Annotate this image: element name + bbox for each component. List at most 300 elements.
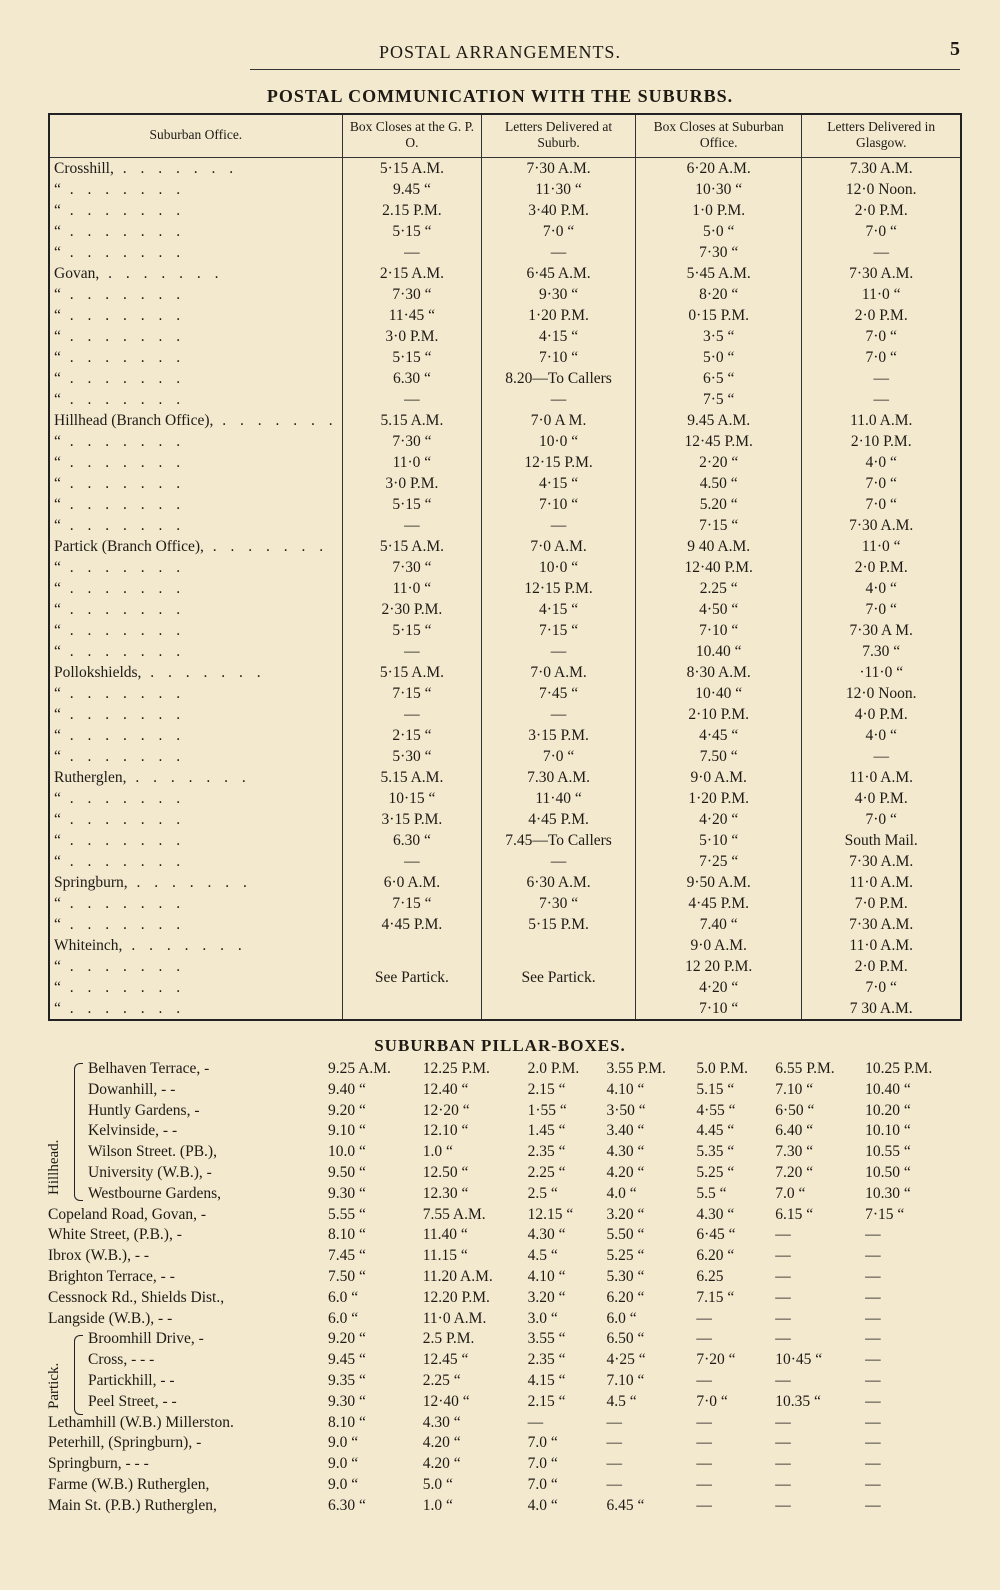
collection-time: 7.55 A.M. [422, 1205, 486, 1223]
office-name: “ [54, 181, 61, 198]
column-header: Box Closes at Suburban Office. [635, 114, 801, 158]
collection-time: 4.20 “ [422, 1455, 461, 1473]
time-cell: 5·10 “ [635, 830, 801, 851]
table-row [49, 431, 961, 452]
time-cell: 8·20 “ [635, 284, 801, 305]
collection-time: 1.45 “ [527, 1122, 566, 1140]
time-cell: 4·20 “ [635, 977, 801, 998]
collection-time: — [865, 1413, 881, 1431]
office-name: Whiteinch, [54, 937, 123, 954]
office-name: “ [54, 685, 61, 702]
time-cell: 7·15 “ [342, 683, 482, 704]
collection-time: — [775, 1455, 791, 1473]
table-row [49, 788, 961, 809]
collection-time: 12.25 P.M. [422, 1060, 490, 1077]
time-cell: 12·15 P.M. [482, 452, 636, 473]
time-cell: 4·45 P.M. [342, 914, 482, 935]
time-cell: — [802, 389, 961, 410]
suburban-office-cell [49, 221, 342, 242]
collection-time: 9.50 “ [328, 1163, 366, 1181]
time-cell: 6·5 “ [635, 368, 801, 389]
collection-time: 9.0 “ [328, 1475, 359, 1493]
time-cell: 7·5 “ [635, 389, 801, 410]
time-cell: 7·30 “ [635, 242, 801, 263]
time-cell: 7·30 A.M. [802, 851, 961, 872]
collection-time: — [775, 1267, 791, 1285]
time-cell: 7·45 “ [482, 683, 636, 704]
leader-dots: . . . . . . . [60, 601, 186, 618]
time-cell: 12·0 Noon. [802, 683, 961, 704]
office-name: “ [54, 895, 61, 912]
time-cell: 10·40 “ [635, 683, 801, 704]
time-cell: 2.15 P.M. [342, 200, 482, 221]
suburban-office-cell [49, 935, 342, 956]
time-cell: 7·0 A M. [482, 410, 636, 431]
time-cell: 7·10 “ [482, 347, 636, 368]
suburban-office-cell [49, 179, 342, 200]
collection-time: — [775, 1309, 791, 1327]
collection-time: — [865, 1434, 881, 1452]
suburban-office-cell [49, 158, 342, 180]
time-cell: 5·15 A.M. [342, 662, 482, 683]
collection-time: — [865, 1288, 881, 1306]
office-name: Springburn, [54, 874, 128, 891]
time-cell: — [482, 851, 636, 872]
collection-time: — [606, 1475, 622, 1493]
leader-dots: . . . . . . . [60, 748, 186, 765]
pillar-row [44, 1121, 964, 1142]
collection-time: 10.40 “ [865, 1080, 911, 1098]
time-cell: 7·0 “ [802, 221, 961, 242]
collection-time: 9.0 “ [328, 1455, 359, 1473]
pillar-row [44, 1101, 964, 1122]
collection-time: 7.50 “ [328, 1267, 366, 1285]
leader-dots: . . . . . . . [60, 895, 186, 912]
table-row [49, 872, 961, 893]
time-cell: — [482, 515, 636, 536]
collection-time: 5.25 “ [696, 1163, 735, 1181]
office-name: “ [54, 454, 61, 471]
collection-time: — [696, 1309, 712, 1327]
pillar-row [44, 1225, 964, 1246]
time-cell: 10·0 “ [482, 557, 636, 578]
table-row [49, 368, 961, 389]
time-cell: 4·15 “ [482, 599, 636, 620]
pillar-row [44, 1059, 964, 1080]
suburban-office-cell [49, 263, 342, 284]
collection-time: 2.5 “ [527, 1184, 558, 1202]
office-name: Rutherglen, [54, 769, 127, 786]
table-row [49, 620, 961, 641]
time-cell: 11·0 “ [802, 536, 961, 557]
see-partick-cell: See Partick. [342, 935, 482, 1020]
collection-time: — [775, 1226, 791, 1244]
collection-time: — [775, 1413, 791, 1431]
collection-time: — [696, 1413, 712, 1431]
collection-time: 6.0 “ [328, 1309, 359, 1327]
office-name: “ [54, 1000, 61, 1017]
time-cell: — [342, 704, 482, 725]
office-name: “ [54, 790, 61, 807]
time-cell: 5·15 A.M. [342, 536, 482, 557]
time-cell: 6·20 A.M. [635, 158, 801, 180]
leader-dots: . . . . . . . [60, 811, 186, 828]
table-row [49, 242, 961, 263]
time-cell: 10.40 “ [635, 641, 801, 662]
collection-time: 6.0 “ [606, 1309, 637, 1327]
time-cell: 5·0 “ [635, 221, 801, 242]
pillar-row [44, 1080, 964, 1101]
leader-dots: . . . . . . . [60, 559, 186, 576]
leader-dots: . . . . . . . [60, 832, 186, 849]
time-cell: 7·0 “ [802, 494, 961, 515]
collection-time: 9.25 A.M. [328, 1060, 391, 1077]
time-cell: 7·10 “ [635, 998, 801, 1020]
time-cell: 12·45 P.M. [635, 431, 801, 452]
leader-dots: . . . . . . . [60, 370, 186, 387]
collection-time: 10.30 “ [865, 1184, 911, 1202]
suburban-office-cell [49, 809, 342, 830]
table-row [49, 704, 961, 725]
collection-time: 4.5 “ [527, 1247, 558, 1265]
time-cell: 7·30 “ [342, 284, 482, 305]
collection-time: 2.0 P.M. [527, 1060, 580, 1077]
suburban-office-cell [49, 431, 342, 452]
time-cell: 3·0 P.M. [342, 326, 482, 347]
header-rule [250, 69, 960, 70]
office-name: “ [54, 622, 61, 639]
leader-dots: . . . . . . . [122, 937, 247, 954]
collection-time: 4.30 “ [527, 1226, 566, 1244]
time-cell: 9.45 A.M. [635, 410, 801, 431]
table-row [49, 389, 961, 410]
collection-time: 5.15 “ [696, 1080, 735, 1098]
suburban-office-cell [49, 641, 342, 662]
time-cell: 5·15 P.M. [482, 914, 636, 935]
leader-dots: . . . . . . . [60, 643, 186, 660]
collection-time: — [775, 1475, 791, 1493]
collection-time: — [696, 1475, 712, 1493]
time-cell: 7·0 “ [802, 326, 961, 347]
collection-time: 7.0 “ [527, 1434, 558, 1452]
collection-time: 7.10 “ [606, 1371, 645, 1389]
collection-time: 7.45 “ [328, 1247, 366, 1265]
suburban-office-cell [49, 368, 342, 389]
table-row [49, 851, 961, 872]
collection-time: 5.50 “ [606, 1226, 645, 1244]
time-cell: 11·0 A.M. [802, 935, 961, 956]
collection-time: — [865, 1371, 881, 1389]
leader-dots: . . . . . . . [113, 160, 239, 177]
time-cell: — [482, 389, 636, 410]
table-row [49, 641, 961, 662]
time-cell: 8·30 A.M. [635, 662, 801, 683]
leader-dots: . . . . . . . [60, 622, 186, 639]
leader-dots: . . . . . . . [60, 475, 186, 492]
time-cell: 9·30 “ [482, 284, 636, 305]
table-row [49, 263, 961, 284]
suburban-office-cell [49, 284, 342, 305]
table-row [49, 221, 961, 242]
collection-time: 6.20 “ [606, 1288, 645, 1306]
collection-time: 2.35 “ [527, 1351, 566, 1369]
office-name: “ [54, 349, 61, 366]
time-cell: 7.30 “ [802, 641, 961, 662]
collection-time: — [696, 1371, 712, 1389]
table-row [49, 326, 961, 347]
suburban-office-cell [49, 746, 342, 767]
leader-dots: . . . . . . . [60, 307, 186, 324]
collection-time: 10.55 “ [865, 1143, 911, 1161]
time-cell: 7.40 “ [635, 914, 801, 935]
time-cell: — [482, 242, 636, 263]
time-cell: 4·15 “ [482, 326, 636, 347]
leader-dots: . . . . . . . [60, 979, 186, 996]
collection-time: — [696, 1496, 712, 1514]
time-cell: 10·0 “ [482, 431, 636, 452]
pillar-location: Wilson Street. (PB.), [88, 1143, 217, 1161]
table-row [49, 935, 961, 956]
office-name: “ [54, 832, 61, 849]
leader-dots: . . . . . . . [127, 874, 252, 891]
suburban-office-cell [49, 389, 342, 410]
suburban-office-cell [49, 767, 342, 788]
time-cell: 2·10 P.M. [802, 431, 961, 452]
pillar-location: Main St. (P.B.) Rutherglen, [48, 1496, 217, 1514]
collection-time: — [775, 1371, 791, 1389]
time-cell: 4·45 “ [635, 725, 801, 746]
time-cell: 7 30 A.M. [802, 998, 961, 1020]
office-name: Govan, [54, 265, 100, 282]
time-cell: 7·15 “ [342, 893, 482, 914]
collection-time: 4.30 “ [422, 1413, 461, 1431]
time-cell: 11·0 “ [802, 284, 961, 305]
time-cell: 3·5 “ [635, 326, 801, 347]
collection-time: 4.45 “ [696, 1122, 735, 1140]
office-name: “ [54, 916, 61, 933]
time-cell: 1·20 P.M. [482, 305, 636, 326]
collection-time: 6.15 “ [775, 1205, 814, 1223]
collection-time: 9.45 “ [328, 1351, 366, 1369]
time-cell: 4·0 P.M. [802, 788, 961, 809]
time-cell: 7·10 “ [482, 494, 636, 515]
collection-time: 7.0 “ [527, 1475, 558, 1493]
leader-dots: . . . . . . . [60, 727, 186, 744]
office-name: Hillhead (Branch Office), [54, 412, 214, 429]
time-cell: 7·0 “ [802, 809, 961, 830]
leader-dots: . . . . . . . [60, 244, 186, 261]
time-cell: 7·30 “ [342, 431, 482, 452]
office-name: “ [54, 643, 61, 660]
collection-time: — [865, 1455, 881, 1473]
time-cell: 12·40 P.M. [635, 557, 801, 578]
time-cell: 11·0 “ [342, 452, 482, 473]
table-row [49, 725, 961, 746]
collection-time: 11.40 “ [422, 1226, 468, 1244]
collection-time: 4.30 “ [606, 1143, 645, 1161]
collection-time: 6.30 “ [328, 1496, 366, 1514]
collection-time: 6.20 “ [696, 1247, 735, 1265]
collection-time: 1.0 “ [422, 1496, 453, 1514]
table-header-row [49, 114, 961, 158]
table-row [49, 662, 961, 683]
time-cell: 2.25 “ [635, 578, 801, 599]
group-bracket-hillhead [74, 1063, 83, 1201]
suburban-office-cell [49, 494, 342, 515]
suburban-office-cell [49, 662, 342, 683]
collection-time: 10.50 “ [865, 1163, 911, 1181]
pillar-row [44, 1205, 964, 1226]
time-cell: 4·45 P.M. [482, 809, 636, 830]
office-name: “ [54, 979, 61, 996]
time-cell: — [342, 515, 482, 536]
group-label-partick: Partick. [46, 1362, 62, 1409]
suburban-office-cell [49, 473, 342, 494]
time-cell: 7·15 “ [482, 620, 636, 641]
office-name: “ [54, 223, 61, 240]
office-name: “ [54, 853, 61, 870]
pillar-location: Cessnock Rd., Shields Dist., [48, 1288, 225, 1306]
time-cell: 5.15 A.M. [342, 767, 482, 788]
suburban-office-cell [49, 830, 342, 851]
collection-time: 4.0 “ [606, 1184, 637, 1202]
time-cell: 4·0 P.M. [802, 704, 961, 725]
office-name: “ [54, 328, 61, 345]
collection-time: 4.20 “ [606, 1163, 645, 1181]
suburbs-communication-table [48, 113, 962, 1021]
pillar-location: Partickhill, - - [88, 1371, 175, 1389]
table-row [49, 347, 961, 368]
pillar-row [44, 1433, 964, 1454]
collection-time: 10.25 P.M. [865, 1060, 933, 1077]
collection-time: — [865, 1247, 881, 1265]
collection-time: — [775, 1330, 791, 1348]
office-name: “ [54, 601, 61, 618]
collection-time: 3.20 “ [527, 1288, 566, 1306]
time-cell: 3·40 P.M. [482, 200, 636, 221]
time-cell: 12·0 Noon. [802, 179, 961, 200]
collection-time: 4.30 “ [696, 1205, 735, 1223]
time-cell: 6·0 A.M. [342, 872, 482, 893]
suburban-office-cell [49, 599, 342, 620]
collection-time: 7.0 “ [775, 1184, 806, 1202]
pillar-row [44, 1184, 964, 1205]
suburban-office-cell [49, 725, 342, 746]
time-cell: 11·0 “ [342, 578, 482, 599]
time-cell: — [342, 242, 482, 263]
time-cell: 1·20 P.M. [635, 788, 801, 809]
collection-time: 10.10 “ [865, 1122, 911, 1140]
table-row [49, 494, 961, 515]
time-cell: South Mail. [802, 830, 961, 851]
office-name: “ [54, 286, 61, 303]
office-name: “ [54, 727, 61, 744]
pillar-location: Lethamhill (W.B.) Millerston. [48, 1413, 234, 1431]
collection-time: 2.25 “ [527, 1163, 566, 1181]
collection-time: 2.15 “ [527, 1080, 566, 1098]
pillar-row [44, 1288, 964, 1309]
suburban-office-cell [49, 200, 342, 221]
collection-time: 12.10 “ [422, 1122, 469, 1140]
time-cell: 7.30 A.M. [482, 767, 636, 788]
time-cell: 7·25 “ [635, 851, 801, 872]
suburban-office-cell [49, 452, 342, 473]
table-row [49, 179, 961, 200]
group-bracket-partick [74, 1335, 83, 1415]
collection-time: 5.25 “ [606, 1247, 645, 1265]
leader-dots: . . . . . . . [99, 265, 224, 282]
pillar-row [44, 1246, 964, 1267]
office-name: “ [54, 811, 61, 828]
pillar-location: White Street, (P.B.), - [48, 1226, 182, 1244]
office-name: “ [54, 958, 61, 975]
column-header: Letters Delivered in Glasgow. [802, 114, 961, 158]
suburban-office-cell [49, 998, 342, 1020]
collection-time: — [865, 1351, 881, 1369]
time-cell: 5·15 “ [342, 494, 482, 515]
table-row [49, 305, 961, 326]
suburban-office-cell [49, 347, 342, 368]
time-cell: 9 40 A.M. [635, 536, 801, 557]
pillar-location: Broomhill Drive, - [88, 1330, 204, 1348]
collection-time: 4.10 “ [606, 1080, 645, 1098]
collection-time: 4·55 “ [696, 1101, 736, 1119]
leader-dots: . . . . . . . [60, 328, 186, 345]
table-row [49, 683, 961, 704]
table-row [49, 200, 961, 221]
pillar-row [44, 1350, 964, 1371]
table-row [49, 557, 961, 578]
time-cell: 2·20 “ [635, 452, 801, 473]
leader-dots: . . . . . . . [60, 790, 186, 807]
collection-time: — [865, 1475, 881, 1493]
leader-dots: . . . . . . . [60, 223, 186, 240]
collection-time: — [865, 1330, 881, 1348]
collection-time: 10.20 “ [865, 1101, 911, 1119]
leader-dots: . . . . . . . [60, 685, 186, 702]
pillar-location: Kelvinside, - - [88, 1122, 178, 1140]
collection-time: 6·45 “ [696, 1226, 736, 1244]
pillar-location: Farme (W.B.) Rutherglen, [48, 1475, 210, 1493]
pillar-location: Belhaven Terrace, - [88, 1060, 210, 1077]
collection-time: — [865, 1496, 881, 1514]
collection-time: 6.55 P.M. [775, 1060, 835, 1077]
collection-time: 9.35 “ [328, 1371, 366, 1389]
office-name: “ [54, 517, 61, 534]
collection-time: 3.40 “ [606, 1122, 645, 1140]
leader-dots: . . . . . . . [213, 412, 338, 429]
pillar-location: Huntly Gardens, - [88, 1101, 200, 1119]
collection-time: 6.40 “ [775, 1122, 814, 1140]
collection-time: 6.45 “ [606, 1496, 645, 1514]
collection-time: 6·50 “ [775, 1101, 815, 1119]
collection-time: 9.40 “ [328, 1080, 366, 1098]
suburban-office-cell [49, 704, 342, 725]
collection-time: 10.0 “ [328, 1143, 366, 1161]
time-cell: 7·0 P.M. [802, 893, 961, 914]
suburban-office-cell [49, 893, 342, 914]
collection-time: 11.15 “ [422, 1247, 468, 1265]
time-cell: 5·15 A.M. [342, 158, 482, 180]
suburban-office-cell [49, 305, 342, 326]
collection-time: 3.55 “ [527, 1330, 566, 1348]
time-cell: 9·0 A.M. [635, 935, 801, 956]
leader-dots: . . . . . . . [60, 202, 186, 219]
table-row [49, 914, 961, 935]
pillar-location: Cross, - - - [88, 1351, 155, 1369]
collection-time: 2.35 “ [527, 1143, 566, 1161]
collection-time: 7·0 “ [696, 1392, 728, 1410]
